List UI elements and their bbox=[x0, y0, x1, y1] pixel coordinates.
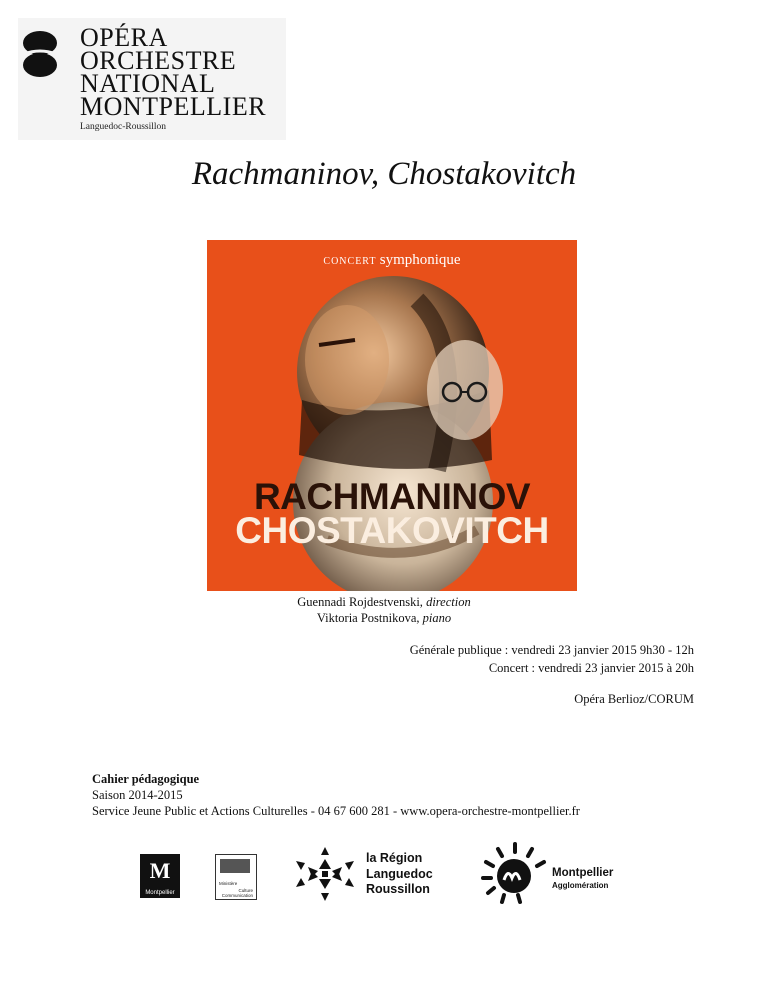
region-line: Languedoc bbox=[366, 866, 433, 881]
performer-pianist bbox=[0, 610, 768, 626]
schedule-generale: Générale publique : vendredi 23 janvier 2015 9h30 - 12h bbox=[409, 643, 694, 657]
poster-name-rachmaninov: RACHMANINOV bbox=[253, 476, 531, 517]
performers bbox=[0, 594, 768, 626]
logo-line: NATIONAL bbox=[80, 69, 216, 98]
region-line: Roussillon bbox=[366, 882, 430, 896]
schedule bbox=[410, 641, 694, 677]
performer-name: Guennadi Rojdestvenski, bbox=[297, 595, 423, 609]
montpellier-logo-label: Montpellier bbox=[145, 890, 175, 896]
ministry-line2: Culture Communication bbox=[221, 888, 253, 898]
opera-logo bbox=[18, 18, 286, 140]
service-contact: Service Jeune Public et Actions Culturelles - 04 67 600 281 - www.opera-orchestre-montpellier.fr bbox=[92, 804, 580, 818]
schedule-concert: Concert : vendredi 23 janvier 2015 à 20h bbox=[488, 661, 694, 675]
region-text bbox=[366, 851, 433, 898]
logo-line: MONTPELLIER bbox=[80, 92, 267, 121]
performer-role: piano bbox=[422, 611, 452, 625]
performer-conductor bbox=[0, 594, 768, 610]
season: Saison 2014-2015 bbox=[92, 788, 183, 802]
ministry-flag-icon bbox=[220, 859, 250, 873]
logo-line: ORCHESTRE bbox=[80, 46, 237, 75]
poster-heading bbox=[207, 252, 577, 269]
page-title: Rachmaninov, Chostakovitch bbox=[191, 156, 577, 192]
poster-heading-rest: symphonique bbox=[379, 252, 461, 268]
region-snowflake-icon bbox=[292, 845, 358, 903]
montpellier-city-logo bbox=[140, 854, 180, 898]
region-logo bbox=[292, 845, 452, 903]
montpellier-logo-letter: M bbox=[149, 858, 171, 883]
ministry-line1: Ministère bbox=[219, 881, 238, 886]
agglomeration-logo bbox=[480, 840, 630, 906]
logo-line: OPÉRA bbox=[80, 23, 168, 52]
ministry-culture-logo bbox=[215, 854, 257, 900]
agglomeration-name: Montpellier bbox=[552, 867, 614, 879]
concert-poster bbox=[207, 240, 577, 591]
agglomeration-sun-icon bbox=[480, 840, 550, 906]
poster-name-chostakovitch: CHOSTAKOVITCH bbox=[235, 510, 549, 551]
cahier-info bbox=[92, 771, 580, 819]
cahier-title: Cahier pédagogique bbox=[92, 772, 200, 786]
performer-role: direction bbox=[426, 595, 471, 609]
opera-logo-text bbox=[80, 23, 267, 121]
logo-subline: Languedoc-Roussillon bbox=[80, 122, 167, 132]
performer-name: Viktoria Postnikova, bbox=[316, 611, 420, 625]
venue: Opéra Berlioz/CORUM bbox=[574, 692, 694, 706]
poster-heading-lead: CONCERT bbox=[323, 256, 377, 267]
region-line: la Région bbox=[366, 851, 423, 865]
agglomeration-sub: Agglomération bbox=[552, 881, 609, 890]
opera-logo-mark-icon bbox=[22, 30, 58, 78]
